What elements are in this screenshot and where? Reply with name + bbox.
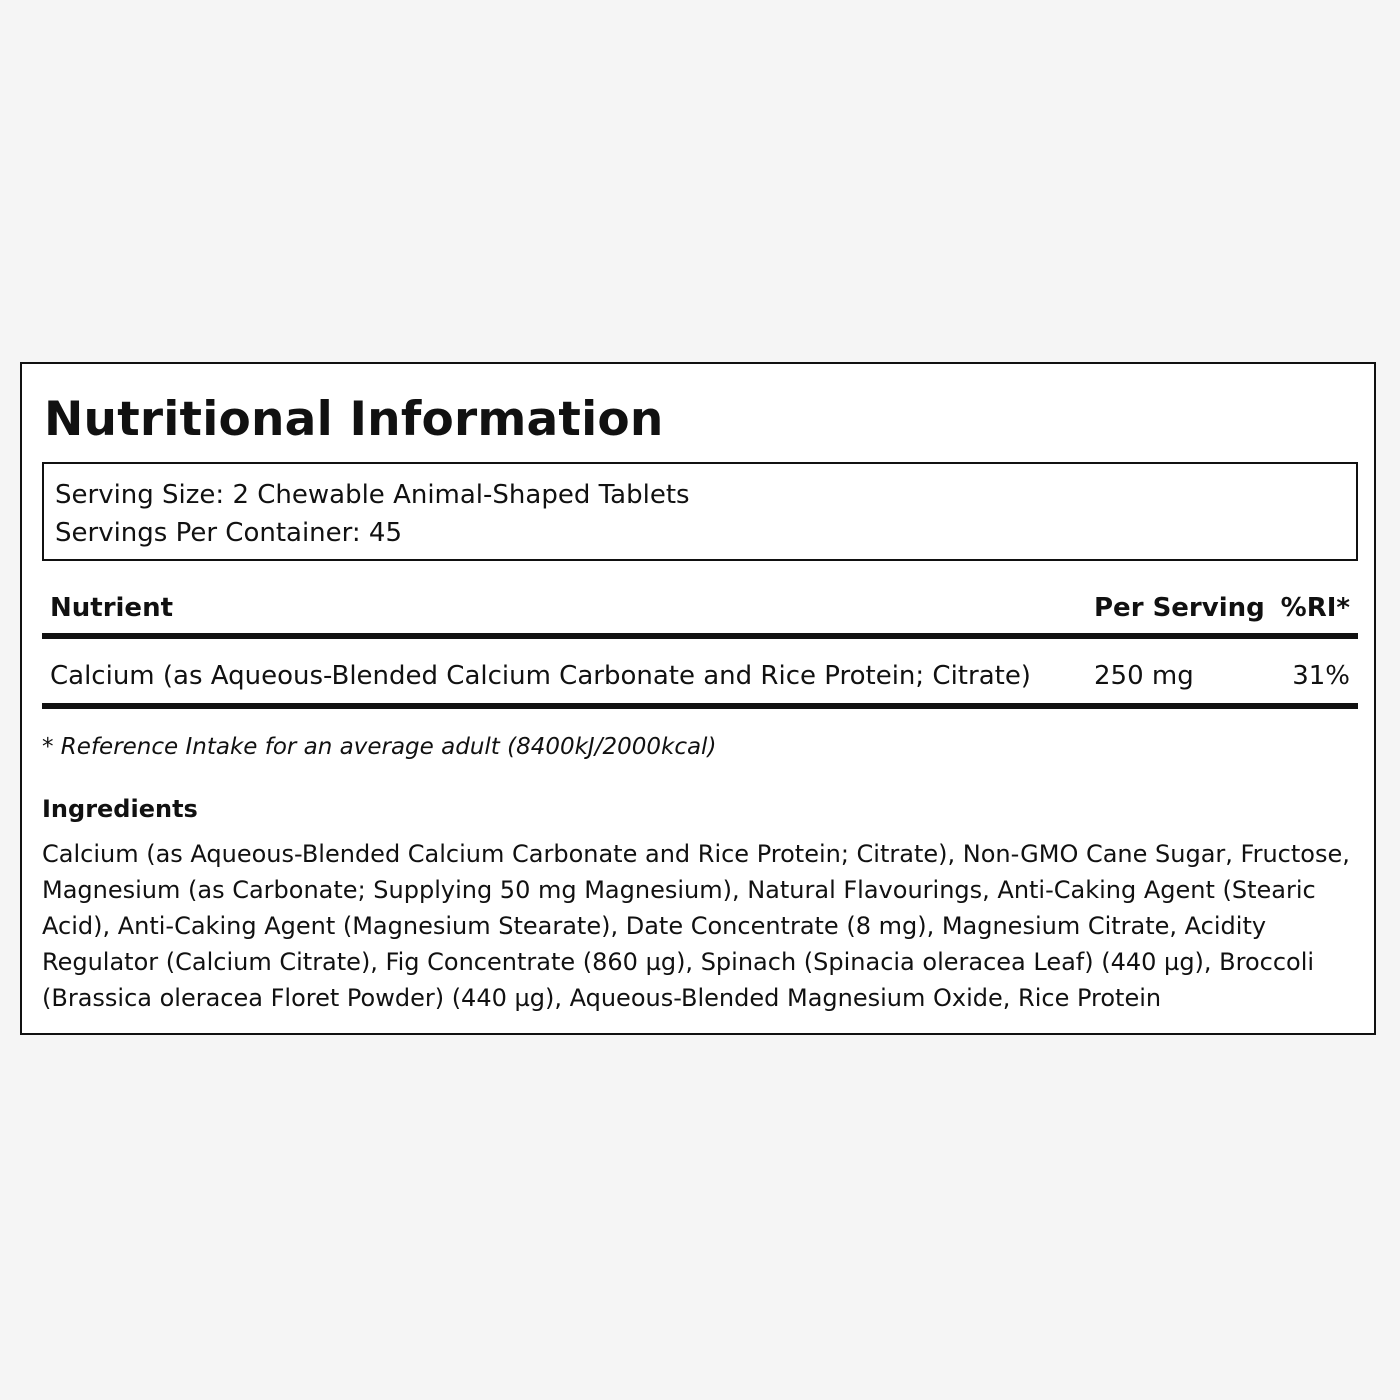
table-row bbox=[42, 639, 1358, 709]
table-header-row bbox=[42, 584, 1358, 639]
header-nutrient: Nutrient bbox=[50, 593, 174, 623]
nutrient-ri: 31% bbox=[1292, 661, 1350, 691]
servings-per-container: Servings Per Container: 45 bbox=[55, 518, 403, 548]
nutrition-label bbox=[20, 362, 1376, 1035]
reference-intake-footnote: * Reference Intake for an average adult (8400kJ/2000kcal) bbox=[42, 734, 717, 760]
label-title: Nutritional Information bbox=[44, 392, 664, 447]
serving-size: Serving Size: 2 Chewable Animal-Shaped Tablets bbox=[55, 480, 690, 510]
ingredients-text: Calcium (as Aqueous-Blended Calcium Carbonate and Rice Protein; Citrate), Non-GMO Cane Sugar, Fructose, Magnesium (as Carbonate; Supplying 50 mg Magnesium), Natural Flavourings, Anti-Caking Agent (Stearic Acid), Anti-Caking Agent (Magnesium Stearate), Date Concentrate (8 mg), Magnesium Citrate, Acidity Regulator (Calcium Citrate), Fig Concentrate (860 µg), Spinach (Spinacia oleracea Leaf) (440 µg), Broccoli (Brassica oleracea Floret Powder) (440 µg), Aqueous-Blended Magnesium Oxide, Rice Protein bbox=[42, 840, 1350, 1012]
serving-info-box bbox=[42, 462, 1358, 561]
header-per-serving: Per Serving bbox=[1094, 593, 1265, 623]
nutrient-table bbox=[42, 584, 1358, 709]
ingredients-heading: Ingredients bbox=[42, 795, 198, 823]
header-ri: %RI* bbox=[1280, 593, 1350, 623]
nutrient-amount: 250 mg bbox=[1094, 661, 1194, 691]
nutrient-name: Calcium (as Aqueous-Blended Calcium Carbonate and Rice Protein; Citrate) bbox=[50, 661, 1031, 691]
